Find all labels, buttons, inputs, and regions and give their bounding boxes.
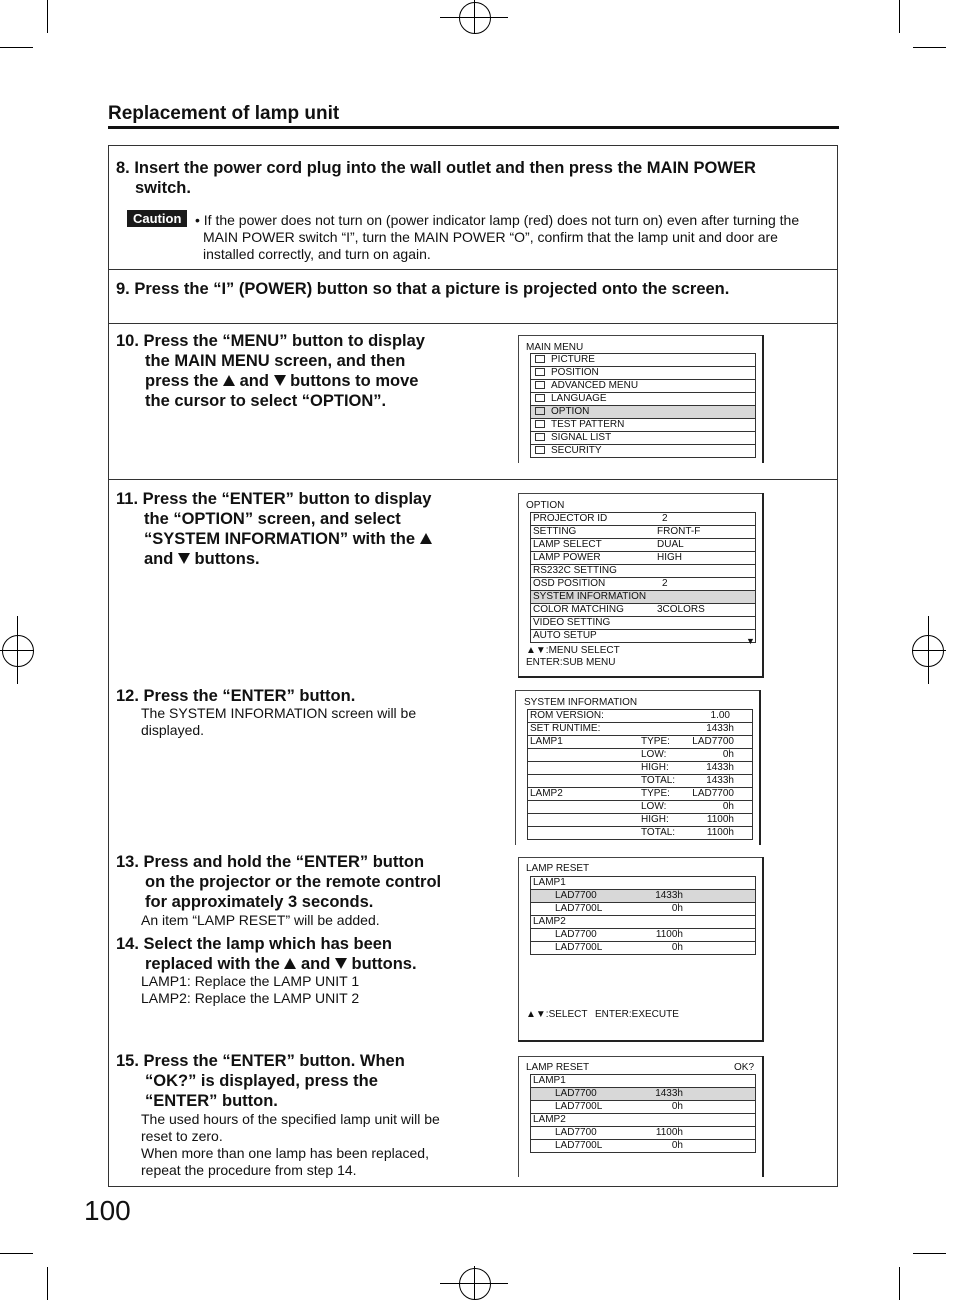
step-14-body: LAMP1: Replace the LAMP UNIT 1 LAMP2: Replace the LAMP UNIT 2 bbox=[141, 973, 360, 1006]
lamp-option[interactable]: LAD7700 1100h bbox=[531, 1127, 755, 1140]
option-row[interactable]: SETTING FRONT-F bbox=[531, 526, 755, 539]
option-row-system-information[interactable]: SYSTEM INFORMATION bbox=[531, 591, 755, 604]
lamp-option[interactable]: LAD7700L 0h bbox=[531, 942, 755, 955]
lamp-group-label: LAMP2 bbox=[531, 916, 755, 929]
sysinfo-row: ROM VERSION: 1.00 bbox=[528, 710, 752, 723]
lamp-group-label: LAMP1 bbox=[531, 877, 755, 890]
lamp-option[interactable]: LAD7700L 0h bbox=[531, 903, 755, 916]
lamp-option[interactable]: LAD7700L 0h bbox=[531, 1101, 755, 1114]
crop-mark bbox=[899, 1267, 900, 1300]
option-row[interactable]: LAMP POWER HIGH bbox=[531, 552, 755, 565]
system-information-screen bbox=[515, 690, 761, 845]
signal-list-icon bbox=[535, 433, 545, 441]
menu-item-security[interactable]: SECURITY bbox=[531, 445, 755, 458]
up-arrow-icon bbox=[420, 533, 432, 544]
caution-badge: Caution bbox=[127, 210, 187, 227]
down-arrow-icon bbox=[274, 375, 286, 386]
option-row[interactable]: OSD POSITION 2 bbox=[531, 578, 755, 591]
option-title: OPTION bbox=[526, 500, 565, 511]
sysinfo-row: LAMP1 TYPE: LAD7700 bbox=[528, 736, 752, 749]
option-row[interactable]: VIDEO SETTING bbox=[531, 617, 755, 630]
crop-mark bbox=[47, 0, 48, 33]
crop-mark bbox=[913, 1253, 946, 1254]
option-footer-select: ▲▼:MENU SELECT bbox=[526, 645, 620, 656]
option-row[interactable]: PROJECTOR ID 2 bbox=[531, 513, 755, 526]
language-icon bbox=[535, 394, 545, 402]
section-title: Replacement of lamp unit bbox=[108, 103, 340, 124]
step-14-heading: 14. Select the lamp which has been replaced with the and buttons. bbox=[116, 935, 417, 973]
option-screen bbox=[518, 493, 764, 678]
crop-mark bbox=[0, 47, 33, 48]
option-row[interactable]: RS232C SETTING bbox=[531, 565, 755, 578]
confirm-prompt: OK? bbox=[734, 1062, 755, 1073]
step-15-body: The used hours of the specified lamp unit will be reset to zero. When more than one lamp has been replaced, repeat the procedure from step 14. bbox=[141, 1111, 440, 1178]
step-12-heading: 12. Press the “ENTER” button. bbox=[116, 687, 356, 705]
crop-mark bbox=[47, 1267, 48, 1300]
sysinfo-row: TOTAL: 1433h bbox=[528, 775, 752, 788]
lamp-reset-footer-select: ▲▼:SELECT bbox=[526, 1009, 588, 1020]
step-15-heading: 15. Press the “ENTER” button. When “OK?” is displayed, press the “ENTER” button. bbox=[116, 1052, 405, 1110]
system-information-title: SYSTEM INFORMATION bbox=[524, 697, 638, 708]
step-13-body: An item “LAMP RESET” will be added. bbox=[141, 912, 380, 928]
lamp-reset-confirm-screen bbox=[518, 1056, 764, 1178]
sysinfo-row: HIGH: 1433h bbox=[528, 762, 752, 775]
divider bbox=[108, 479, 838, 480]
lamp-reset-title: LAMP RESET bbox=[526, 863, 590, 874]
main-menu-screen bbox=[518, 335, 764, 465]
lamp-reset-footer-execute: ENTER:EXECUTE bbox=[595, 1009, 679, 1020]
sysinfo-row: LAMP2 TYPE: LAD7700 bbox=[528, 788, 752, 801]
page-number: 100 bbox=[84, 1195, 131, 1226]
sysinfo-row: SET RUNTIME: 1433h bbox=[528, 723, 752, 736]
down-arrow-icon bbox=[178, 553, 190, 564]
option-row[interactable]: AUTO SETUP bbox=[531, 630, 755, 643]
main-menu-title: MAIN MENU bbox=[526, 342, 584, 353]
lamp-reset-screen bbox=[518, 857, 764, 1042]
sysinfo-row: LOW: 0h bbox=[528, 801, 752, 814]
option-footer-enter: ENTER:SUB MENU bbox=[526, 657, 616, 668]
title-rule bbox=[108, 126, 839, 129]
step-12-body: The SYSTEM INFORMATION screen will be displayed. bbox=[141, 705, 417, 738]
lamp-option[interactable]: LAD7700 1433h bbox=[531, 890, 755, 903]
lamp-option[interactable]: LAD7700 1433h bbox=[531, 1088, 755, 1101]
option-row[interactable]: COLOR MATCHING 3COLORS bbox=[531, 604, 755, 617]
menu-item-picture[interactable]: PICTURE bbox=[531, 354, 755, 367]
crop-mark bbox=[0, 1253, 33, 1254]
step-13-heading: 13. Press and hold the “ENTER” button on the projector or the remote control for approximately 3 seconds. bbox=[116, 853, 442, 911]
menu-item-option[interactable]: OPTION bbox=[531, 406, 755, 419]
scroll-down-indicator: ▼ bbox=[746, 636, 755, 646]
crop-mark bbox=[913, 47, 946, 48]
sysinfo-row: LOW: 0h bbox=[528, 749, 752, 762]
sysinfo-row: HIGH: 1100h bbox=[528, 814, 752, 827]
advanced-menu-icon bbox=[535, 381, 545, 389]
position-icon bbox=[535, 368, 545, 376]
menu-item-signal-list[interactable]: SIGNAL LIST bbox=[531, 432, 755, 445]
menu-item-test-pattern[interactable]: TEST PATTERN bbox=[531, 419, 755, 432]
step-10-heading: 10. Press the “MENU” button to display the MAIN MENU screen, and then press the and buttons to move the cursor to select “OPTION”. bbox=[116, 332, 425, 410]
divider bbox=[108, 323, 838, 324]
step-11-heading: 11. Press the “ENTER” button to display the “OPTION” screen, and select “SYSTEM INFORMATION” with the and buttons. bbox=[116, 490, 432, 568]
divider bbox=[108, 269, 838, 270]
option-icon bbox=[535, 407, 545, 415]
menu-item-position[interactable]: POSITION bbox=[531, 367, 755, 380]
caution-text: • If the power does not turn on (power indicator lamp (red) does not turn on) even after turning the MAIN POWER switch “I”, turn the MAIN POWER “O”, confirm that the lamp unit and door are installed correctly, and turn on again. bbox=[195, 212, 800, 262]
lamp-group-label: LAMP1 bbox=[531, 1075, 755, 1088]
lamp-reset-title: LAMP RESET bbox=[526, 1062, 590, 1073]
lamp-option[interactable]: LAD7700L 0h bbox=[531, 1140, 755, 1153]
security-icon bbox=[535, 446, 545, 454]
up-arrow-icon bbox=[284, 958, 296, 969]
step-8-heading: 8. Insert the power cord plug into the wall outlet and then press the MAIN POWER switch. bbox=[116, 159, 756, 197]
test-pattern-icon bbox=[535, 420, 545, 428]
option-row[interactable]: LAMP SELECT DUAL bbox=[531, 539, 755, 552]
lamp-option[interactable]: LAD7700 1100h bbox=[531, 929, 755, 942]
down-arrow-icon bbox=[335, 958, 347, 969]
crop-mark bbox=[899, 0, 900, 33]
sysinfo-row: TOTAL: 1100h bbox=[528, 827, 752, 840]
picture-icon bbox=[535, 355, 545, 363]
lamp-group-label: LAMP2 bbox=[531, 1114, 755, 1127]
step-9-heading: 9. Press the “I” (POWER) button so that a picture is projected onto the screen. bbox=[116, 280, 730, 298]
menu-item-language[interactable]: LANGUAGE bbox=[531, 393, 755, 406]
menu-item-advanced-menu[interactable]: ADVANCED MENU bbox=[531, 380, 755, 393]
up-arrow-icon bbox=[223, 375, 235, 386]
